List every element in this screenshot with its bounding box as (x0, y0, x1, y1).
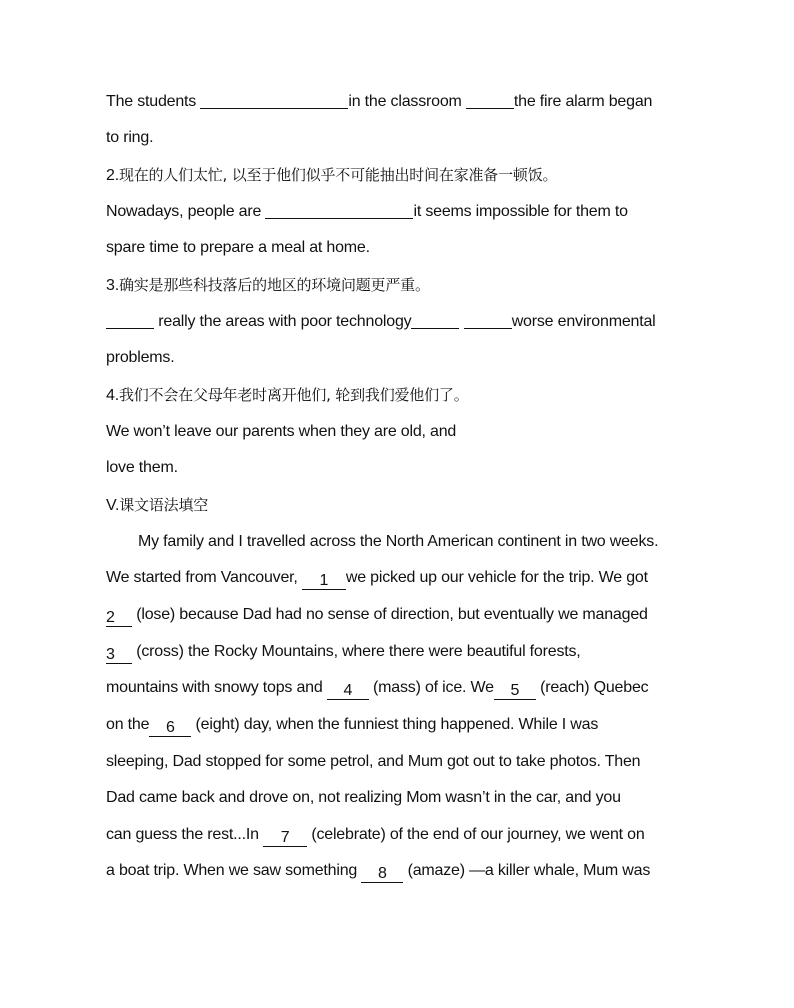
answer-blank[interactable] (466, 92, 514, 109)
text: mountains with snowy tops and (106, 679, 327, 696)
text: The students (106, 93, 201, 110)
text: love them. (106, 459, 178, 476)
text: (lose) because Dad had no sense of direction, but eventually we managed (132, 606, 648, 623)
blank-7[interactable]: 7 (263, 830, 307, 847)
item-number: 4. (106, 387, 119, 404)
text: spare time to prepare a meal at home. (106, 239, 370, 256)
text: We won’t leave our parents when they are old, and (106, 423, 457, 440)
passage-line (106, 715, 598, 737)
text: a boat trip. When we saw something (106, 862, 362, 879)
blank-4[interactable]: 4 (327, 683, 369, 700)
s4-line2 (106, 458, 178, 478)
item-number: 2. (106, 167, 119, 184)
section-title: 课文语法填空 (119, 496, 209, 514)
section-heading (106, 495, 208, 516)
chinese-prompt: 确实是那些科技落后的地区的环境问题更严重。 (118, 276, 430, 294)
text: We started from Vancouver, (106, 569, 302, 586)
text: on the (106, 716, 150, 733)
s3-chinese (106, 275, 430, 296)
passage-line (106, 678, 648, 700)
s1-line2 (106, 128, 153, 148)
text: in the classroom (348, 93, 466, 110)
s1-line1 (106, 92, 652, 112)
passage-line (106, 752, 640, 772)
text: problems. (106, 349, 175, 366)
answer-blank[interactable] (265, 202, 413, 219)
blank-6[interactable]: 6 (149, 720, 191, 737)
answer-blank[interactable] (464, 312, 512, 329)
text: we picked up our vehicle for the trip. We got (345, 569, 648, 586)
section-number: V. (106, 497, 120, 514)
passage-line (106, 642, 581, 664)
s4-line1 (106, 422, 456, 442)
s2-chinese (106, 165, 557, 186)
text: (cross) the Rocky Mountains, where there were beautiful forests, (132, 643, 581, 660)
s2-line1 (106, 202, 628, 222)
blank-1[interactable]: 1 (302, 573, 346, 590)
blank-5[interactable]: 5 (494, 683, 536, 700)
text: worse environmental (511, 313, 656, 330)
blank-8[interactable]: 8 (361, 866, 403, 883)
text: really the areas with poor technology (154, 313, 412, 330)
item-number: 3. (106, 277, 119, 294)
text: the fire alarm began (513, 93, 653, 110)
text: to ring. (106, 129, 154, 146)
answer-blank[interactable] (411, 312, 459, 329)
chinese-prompt: 我们不会在父母年老时离开他们, 轮到我们爱他们了。 (118, 386, 469, 404)
answer-blank[interactable] (106, 312, 154, 329)
text: (reach) Quebec (535, 679, 649, 696)
text: Dad came back and drove on, not realizing Mom wasn’t in the car, and you (106, 789, 621, 806)
passage-line (106, 605, 648, 627)
passage-line (106, 568, 648, 590)
blank-3[interactable]: 3 (106, 647, 132, 664)
s3-line2 (106, 348, 174, 368)
passage-line (106, 788, 621, 808)
text: can guess the rest...In (106, 826, 264, 843)
chinese-prompt: 现在的人们太忙, 以至于他们似乎不可能抽出时间在家准备一顿饭。 (118, 166, 558, 184)
passage-line (106, 861, 650, 883)
text: (mass) of ice. We (368, 679, 494, 696)
answer-blank[interactable] (200, 92, 348, 109)
text: sleeping, Dad stopped for some petrol, and Mum got out to take photos. Then (106, 753, 641, 770)
s2-line2 (106, 238, 370, 258)
text: (amaze) —a killer whale, Mum was (403, 862, 651, 879)
s3-line1 (106, 312, 656, 332)
passage-line (138, 532, 658, 552)
text: (eight) day, when the funniest thing happened. While I was (191, 716, 599, 733)
text: Nowadays, people are (106, 203, 266, 220)
text: it seems impossible for them to (413, 203, 628, 220)
blank-2[interactable]: 2 (106, 610, 132, 627)
passage-line (106, 825, 645, 847)
text: My family and I travelled across the North American continent in two weeks. (138, 533, 659, 550)
text: (celebrate) of the end of our journey, we went on (307, 826, 645, 843)
s4-chinese (106, 385, 469, 406)
